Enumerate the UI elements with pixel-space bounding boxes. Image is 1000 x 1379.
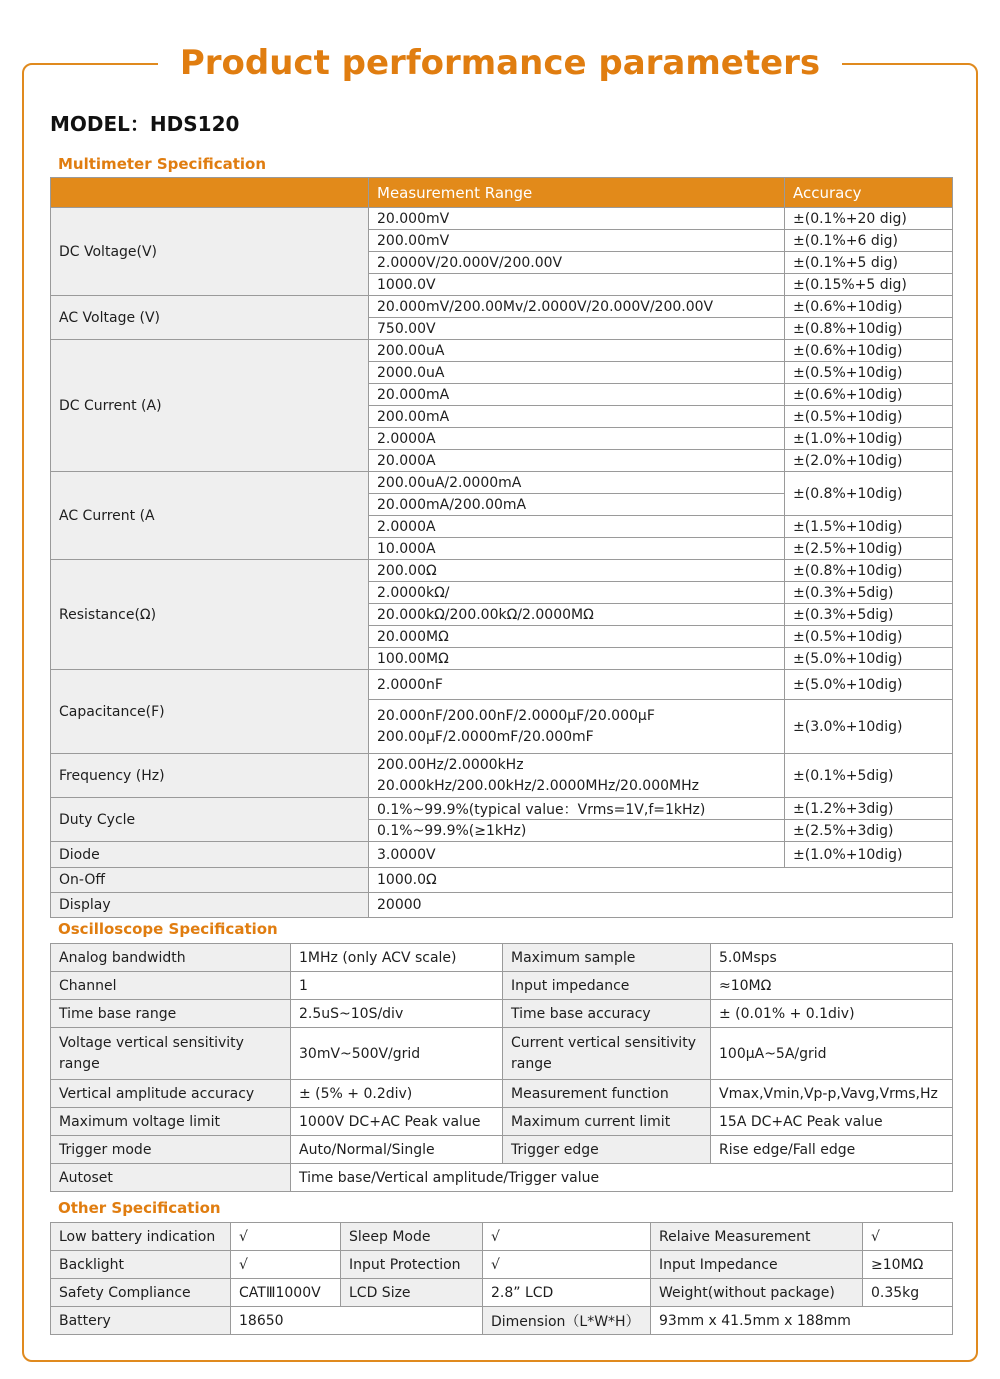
range-line: 200.00Hz/2.0000kHz	[377, 756, 524, 773]
measurement-range: 3.0000V	[369, 842, 785, 868]
accuracy: ±(0.1%+5dig)	[785, 754, 953, 798]
spec-value: 30mV~500V/grid	[291, 1028, 503, 1080]
parameter-label: Duty Cycle	[51, 798, 369, 842]
spec-value: 1MHz (only ACV scale)	[291, 944, 503, 972]
spec-value: 15A DC+AC Peak value	[711, 1108, 953, 1136]
header-accuracy: Accuracy	[785, 178, 953, 208]
accuracy: ±(5.0%+10dig)	[785, 648, 953, 670]
spec-label: Maximum sample	[503, 944, 711, 972]
accuracy: ±(3.0%+10dig)	[785, 700, 953, 754]
table-row	[51, 560, 953, 582]
spec-label: LCD Size	[341, 1279, 483, 1307]
parameter-label: Resistance(Ω)	[51, 560, 369, 670]
accuracy: ±(0.1%+20 dig)	[785, 208, 953, 230]
measurement-range: 20.000kΩ/200.00kΩ/2.0000MΩ	[369, 604, 785, 626]
accuracy: ±(2.0%+10dig)	[785, 450, 953, 472]
spec-value: CATⅢ1000V	[231, 1279, 341, 1307]
measurement-range: 1000.0Ω	[369, 868, 953, 893]
measurement-range: 200.00Ω	[369, 560, 785, 582]
spec-label: Backlight	[51, 1251, 231, 1279]
oscilloscope-table	[50, 943, 953, 1192]
table-row	[51, 798, 953, 820]
page-title: Product performance parameters	[158, 38, 842, 88]
table-row	[51, 842, 953, 868]
spec-label: Maximum current limit	[503, 1108, 711, 1136]
table-row	[51, 472, 953, 494]
spec-value: √	[231, 1251, 341, 1279]
table-row	[51, 1108, 953, 1136]
spec-label: Input Protection	[341, 1251, 483, 1279]
spec-label: Autoset	[51, 1164, 291, 1192]
spec-label: Trigger mode	[51, 1136, 291, 1164]
oscilloscope-section-title: Oscilloscope Specification	[58, 920, 278, 938]
measurement-range: 0.1%~99.9%(typical value：Vrms=1V,f=1kHz)	[369, 798, 785, 820]
accuracy: ±(0.6%+10dig)	[785, 296, 953, 318]
accuracy: ±(0.15%+5 dig)	[785, 274, 953, 296]
other-section-title: Other Specification	[58, 1199, 221, 1217]
measurement-range: 2.0000nF	[369, 670, 785, 700]
table-row	[51, 893, 953, 918]
accuracy: ±(1.2%+3dig)	[785, 798, 953, 820]
spec-label: Input impedance	[503, 972, 711, 1000]
table-row	[51, 670, 953, 700]
measurement-range: 750.00V	[369, 318, 785, 340]
spec-value: √	[231, 1223, 341, 1251]
spec-value: 100μA~5A/grid	[711, 1028, 953, 1080]
spec-label: Input Impedance	[651, 1251, 863, 1279]
multimeter-header-row	[51, 178, 953, 208]
spec-value: 93mm x 41.5mm x 188mm	[651, 1307, 953, 1335]
accuracy: ±(2.5%+3dig)	[785, 820, 953, 842]
accuracy: ±(0.6%+10dig)	[785, 340, 953, 362]
spec-value: 1	[291, 972, 503, 1000]
table-row	[51, 1279, 953, 1307]
spec-value: √	[863, 1223, 953, 1251]
table-row	[51, 1028, 953, 1080]
multimeter-table	[50, 177, 953, 918]
accuracy: ±(1.0%+10dig)	[785, 842, 953, 868]
measurement-range: 10.000A	[369, 538, 785, 560]
table-row	[51, 972, 953, 1000]
table-row	[51, 296, 953, 318]
spec-value: √	[483, 1251, 651, 1279]
table-row	[51, 754, 953, 798]
spec-value: √	[483, 1223, 651, 1251]
measurement-range: 200.00uA/2.0000mA	[369, 472, 785, 494]
table-row	[51, 1251, 953, 1279]
spec-label: Trigger edge	[503, 1136, 711, 1164]
accuracy: ±(0.3%+5dig)	[785, 582, 953, 604]
spec-value: ≈10MΩ	[711, 972, 953, 1000]
accuracy: ±(0.6%+10dig)	[785, 384, 953, 406]
spec-label: Battery	[51, 1307, 231, 1335]
accuracy: ±(0.8%+10dig)	[785, 318, 953, 340]
accuracy: ±(0.8%+10dig)	[785, 472, 953, 516]
measurement-range: 100.00MΩ	[369, 648, 785, 670]
table-row	[51, 208, 953, 230]
measurement-range: 20.000mA	[369, 384, 785, 406]
range-line: 200.00μF/2.0000mF/20.000mF	[377, 728, 594, 745]
spec-value: Auto/Normal/Single	[291, 1136, 503, 1164]
accuracy: ±(0.1%+6 dig)	[785, 230, 953, 252]
measurement-range: 20000	[369, 893, 953, 918]
spec-label: Time base accuracy	[503, 1000, 711, 1028]
measurement-range: 1000.0V	[369, 274, 785, 296]
spec-label: Channel	[51, 972, 291, 1000]
spec-label: Analog bandwidth	[51, 944, 291, 972]
spec-label: Weight(without package)	[651, 1279, 863, 1307]
accuracy: ±(1.0%+10dig)	[785, 428, 953, 450]
measurement-range: 200.00uA	[369, 340, 785, 362]
multimeter-section-title: Multimeter Specification	[58, 155, 267, 173]
measurement-range: 2.0000A	[369, 516, 785, 538]
measurement-range: 200.00mA	[369, 406, 785, 428]
table-row	[51, 1000, 953, 1028]
parameter-label: Diode	[51, 842, 369, 868]
measurement-range: 2.0000kΩ/	[369, 582, 785, 604]
spec-value: Rise edge/Fall edge	[711, 1136, 953, 1164]
accuracy: ±(1.5%+10dig)	[785, 516, 953, 538]
spec-value: ± (5% + 0.2div)	[291, 1080, 503, 1108]
other-spec-table	[50, 1222, 953, 1335]
measurement-range: 2000.0uA	[369, 362, 785, 384]
table-row	[51, 868, 953, 893]
measurement-range: 20.000mV	[369, 208, 785, 230]
parameter-label: AC Voltage (V)	[51, 296, 369, 340]
spec-value: 1000V DC+AC Peak value	[291, 1108, 503, 1136]
spec-value: Time base/Vertical amplitude/Trigger value	[291, 1164, 953, 1192]
measurement-range: 20.000mV/200.00Mv/2.0000V/20.000V/200.00V	[369, 296, 785, 318]
header-empty	[51, 178, 369, 208]
table-row	[51, 1136, 953, 1164]
accuracy: ±(0.5%+10dig)	[785, 362, 953, 384]
accuracy: ±(2.5%+10dig)	[785, 538, 953, 560]
parameter-label: Frequency (Hz)	[51, 754, 369, 798]
spec-value: 2.8” LCD	[483, 1279, 651, 1307]
header-measurement-range: Measurement Range	[369, 178, 785, 208]
range-line: 20.000kHz/200.00kHz/2.0000MHz/20.000MHz	[377, 777, 699, 794]
accuracy: ±(0.3%+5dig)	[785, 604, 953, 626]
spec-label: Measurement function	[503, 1080, 711, 1108]
spec-value: Vmax,Vmin,Vp-p,Vavg,Vrms,Hz	[711, 1080, 953, 1108]
spec-value: ≥10MΩ	[863, 1251, 953, 1279]
table-row	[51, 340, 953, 362]
spec-value: 5.0Msps	[711, 944, 953, 972]
spec-label: Voltage vertical sensitivity range	[51, 1028, 291, 1080]
spec-value: 2.5uS~10S/div	[291, 1000, 503, 1028]
measurement-range: 0.1%~99.9%(≥1kHz)	[369, 820, 785, 842]
spec-label: Dimension（L*W*H）	[483, 1307, 651, 1335]
parameter-label: Capacitance(F)	[51, 670, 369, 754]
table-row	[51, 1164, 953, 1192]
table-row	[51, 944, 953, 972]
spec-label: Current vertical sensitivity range	[503, 1028, 711, 1080]
spec-label: Time base range	[51, 1000, 291, 1028]
spec-value: 18650	[231, 1307, 483, 1335]
accuracy: ±(5.0%+10dig)	[785, 670, 953, 700]
spec-label: Relaive Measurement	[651, 1223, 863, 1251]
title-wrap	[0, 38, 1000, 88]
measurement-range: 20.000A	[369, 450, 785, 472]
accuracy: ±(0.5%+10dig)	[785, 406, 953, 428]
spec-label: Vertical amplitude accuracy	[51, 1080, 291, 1108]
accuracy: ±(0.5%+10dig)	[785, 626, 953, 648]
measurement-range: 200.00mV	[369, 230, 785, 252]
measurement-range: 2.0000A	[369, 428, 785, 450]
model-label: MODEL：HDS120	[50, 112, 240, 136]
spec-label: Sleep Mode	[341, 1223, 483, 1251]
range-line: 20.000nF/200.00nF/2.0000μF/20.000μF	[377, 707, 655, 724]
parameter-label: AC Current (A	[51, 472, 369, 560]
table-row	[51, 1307, 953, 1335]
accuracy: ±(0.1%+5 dig)	[785, 252, 953, 274]
measurement-range: 2.0000V/20.000V/200.00V	[369, 252, 785, 274]
spec-label: Maximum voltage limit	[51, 1108, 291, 1136]
spec-label: Safety Compliance	[51, 1279, 231, 1307]
table-row	[51, 1080, 953, 1108]
parameter-label: Display	[51, 893, 369, 918]
measurement-range: 20.000mA/200.00mA	[369, 494, 785, 516]
measurement-range: 20.000MΩ	[369, 626, 785, 648]
spec-value: ± (0.01% + 0.1div)	[711, 1000, 953, 1028]
measurement-range	[369, 754, 785, 798]
spec-label: Low battery indication	[51, 1223, 231, 1251]
parameter-label: DC Voltage(V)	[51, 208, 369, 296]
spec-value: 0.35kg	[863, 1279, 953, 1307]
accuracy: ±(0.8%+10dig)	[785, 560, 953, 582]
measurement-range	[369, 700, 785, 754]
parameter-label: DC Current (A)	[51, 340, 369, 472]
table-row	[51, 1223, 953, 1251]
parameter-label: On-Off	[51, 868, 369, 893]
